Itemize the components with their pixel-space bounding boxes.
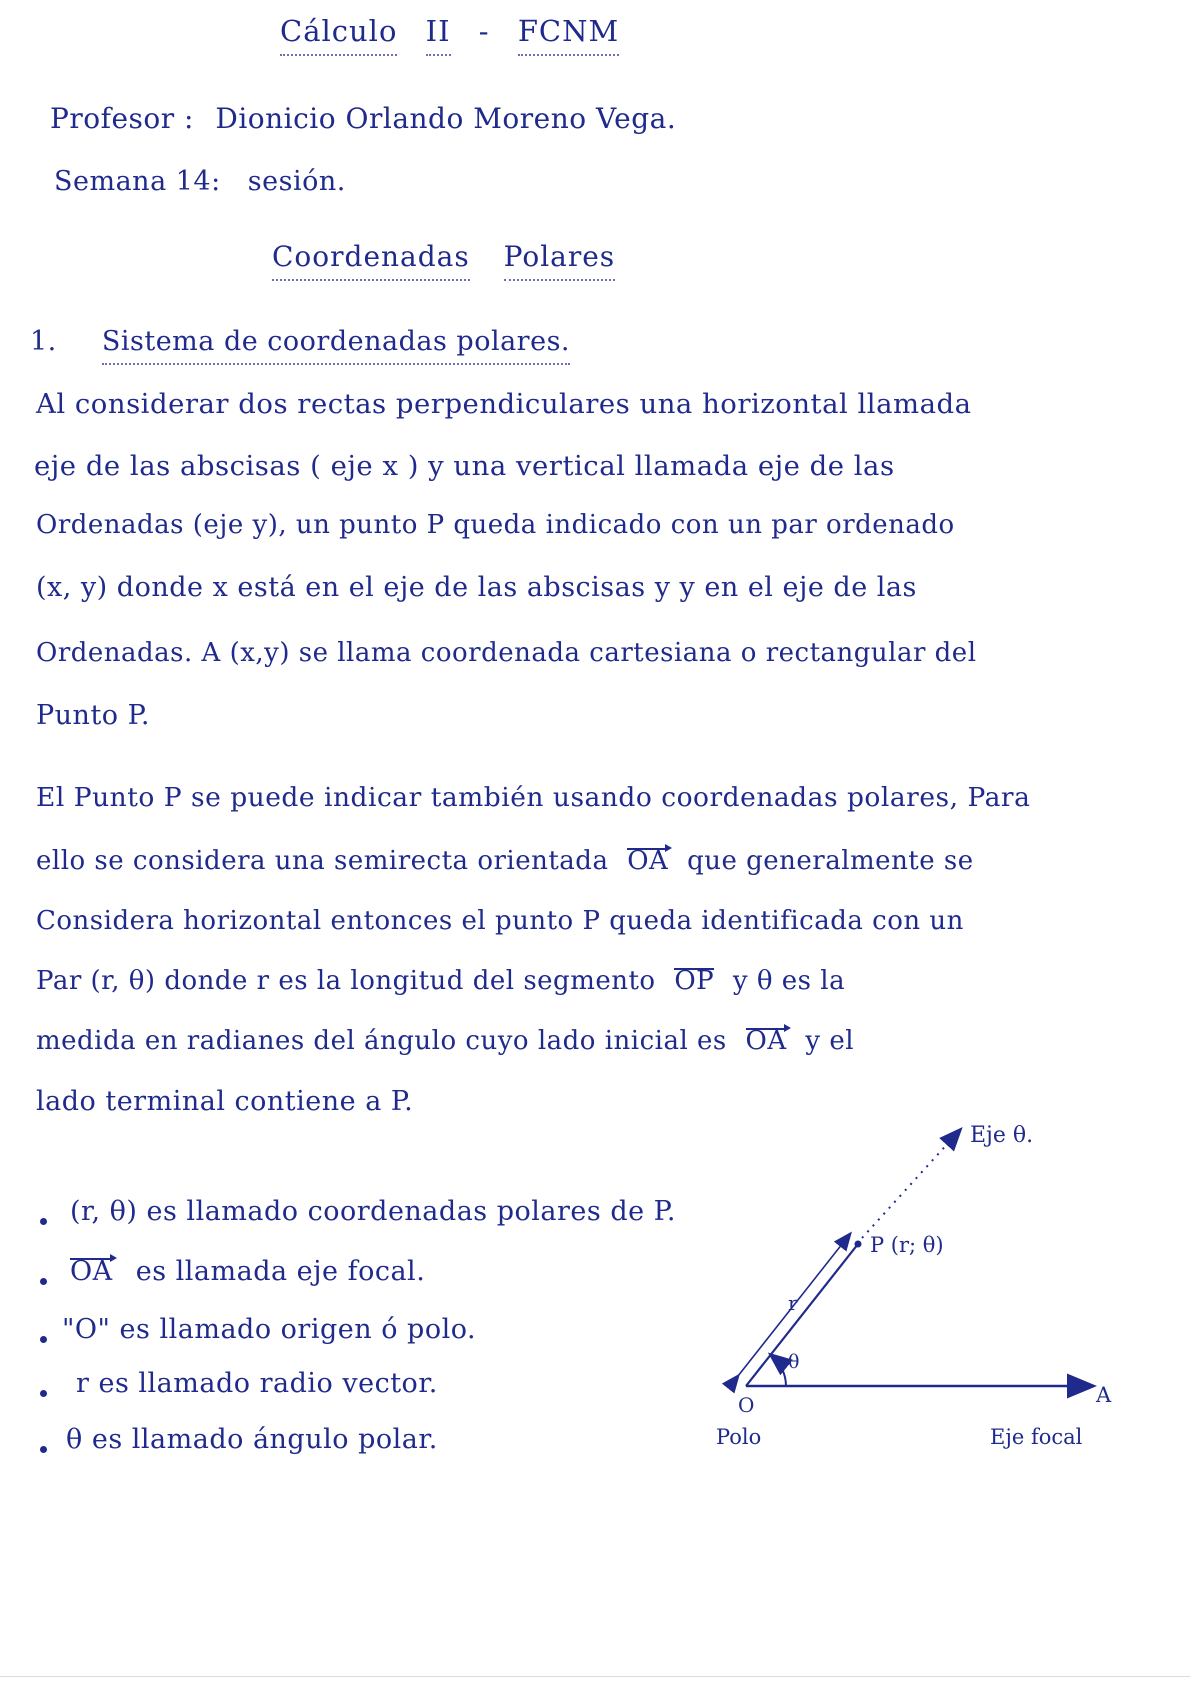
radius-label: r — [788, 1291, 798, 1315]
p2-line-4-start: Par (r, θ) donde r es la longitud del segmento — [36, 966, 656, 996]
pole-label: Polo — [716, 1425, 762, 1449]
course-roman: II — [426, 14, 451, 56]
title-dash: - — [478, 14, 490, 48]
bullet-dot-5 — [40, 1446, 47, 1453]
topic-word-1: Coordenadas — [272, 240, 470, 281]
angle-arc — [771, 1355, 786, 1386]
bullet-2 — [70, 1256, 425, 1287]
focal-axis-label: Eje focal — [990, 1425, 1083, 1449]
topic-title — [272, 240, 615, 273]
theta-axis-label: Eje θ. — [970, 1123, 1034, 1148]
a-label: A — [1096, 1383, 1112, 1407]
polar-diagram — [690, 1100, 1190, 1560]
bullet-dot-1 — [40, 1218, 47, 1225]
course-name: Cálculo — [280, 14, 397, 56]
session-label: sesión. — [247, 166, 346, 197]
section-number: 1. — [30, 326, 57, 357]
professor-name: Dionicio Orlando Moreno Vega. — [215, 102, 677, 135]
segment-op: OP — [674, 966, 715, 996]
bullet-3: "O" es llamado origen ó polo. — [62, 1314, 477, 1345]
vector-oa: OA — [627, 846, 669, 876]
bullet-dot-4 — [40, 1390, 47, 1397]
p2-line-5-end: y el — [805, 1026, 855, 1056]
p1-line-4: (x, y) donde x está en el eje de las abscisas y y en el eje de las — [36, 572, 917, 603]
bullet-4: r es llamado radio vector. — [76, 1368, 438, 1399]
topic-word-2: Polares — [504, 240, 616, 281]
professor-label: Profesor : — [50, 102, 194, 135]
p2-line-2 — [36, 846, 974, 876]
bullet-dot-2 — [40, 1278, 47, 1285]
angle-label: θ — [788, 1351, 800, 1373]
course-title — [280, 14, 619, 48]
origin-label: O — [738, 1393, 755, 1417]
p2-line-1: El Punto P se puede indicar también usando coordenadas polares, Para — [36, 782, 1031, 813]
p1-line-5: Ordenadas. A (x,y) se llama coordenada cartesiana o rectangular del — [36, 638, 977, 668]
week-label: Semana 14: — [54, 166, 221, 197]
p2-line-5-start: medida en radianes del ángulo cuyo lado inicial es — [36, 1026, 727, 1056]
vector-oa-2: OA — [745, 1026, 787, 1056]
radius-segment — [746, 1244, 858, 1386]
bullet-dot-3 — [40, 1336, 47, 1343]
p1-line-3: Ordenadas (eje y), un punto P queda indicado con un par ordenado — [36, 510, 955, 540]
p2-line-4-end: y θ es la — [732, 966, 846, 996]
week-line — [54, 166, 346, 197]
p2-line-3: Considera horizontal entonces el punto P queda identificada con un — [36, 906, 964, 936]
p1-line-6: Punto P. — [36, 700, 150, 731]
bullet-5: θ es llamado ángulo polar. — [66, 1424, 438, 1455]
page-bottom-edge — [0, 1676, 1190, 1677]
vector-oa-3: OA — [70, 1256, 113, 1287]
theta-axis-dotted — [862, 1130, 960, 1238]
p2-line-6: lado terminal contiene a P. — [36, 1086, 414, 1117]
p2-line-5 — [36, 1026, 854, 1056]
bullet-2-text: es llamada eje focal. — [135, 1256, 426, 1287]
p2-line-2-end: que generalmente se — [687, 846, 974, 876]
bullet-1: (r, θ) es llamado coordenadas polares de P. — [70, 1196, 676, 1227]
section-heading — [30, 326, 570, 357]
p1-line-1: Al considerar dos rectas perpendiculares una horizontal llamada — [36, 388, 972, 420]
p2-line-2-start: ello se considera una semirecta orientada — [36, 846, 609, 876]
professor-line — [50, 102, 676, 135]
point-p-label: P (r; θ) — [870, 1233, 944, 1257]
point-p-dot — [855, 1241, 862, 1248]
faculty-name: FCNM — [518, 14, 619, 56]
section-title: Sistema de coordenadas polares. — [102, 326, 570, 365]
p2-line-4 — [36, 966, 845, 996]
p1-line-2: eje de las abscisas ( eje x ) y una vertical llamada eje de las — [34, 450, 895, 482]
